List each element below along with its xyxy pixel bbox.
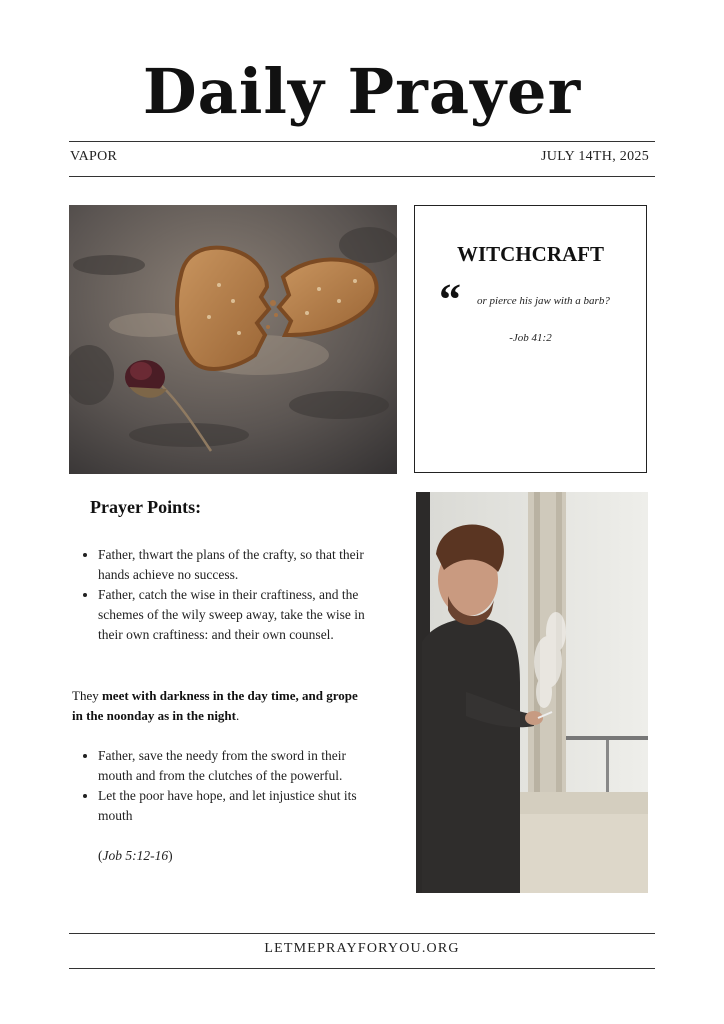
issue-date: JULY 14TH, 2025 <box>541 149 649 164</box>
header-top-rule <box>69 141 655 142</box>
footer-top-rule <box>69 933 655 934</box>
quote-text: or pierce his jaw with a barb? <box>477 295 610 307</box>
footer-bottom-rule <box>69 968 655 969</box>
prayer-point: • Let the poor have hope, and let injustice shut its mouth <box>98 786 380 826</box>
man-window-photo <box>416 492 648 893</box>
paragraph-emphasis: meet with darkness in the day time, and grope in the noonday as in the night <box>72 688 358 723</box>
scripture-quote-box <box>414 205 647 473</box>
header-bottom-rule <box>69 176 655 177</box>
quote-title: WITCHCRAFT <box>456 242 604 266</box>
section-label: VAPOR <box>70 149 118 164</box>
prayer-list-first <box>80 545 380 645</box>
scripture-citation <box>98 848 173 864</box>
citation-close: ) <box>168 848 173 863</box>
citation-text: Job 5:12-16 <box>102 848 169 863</box>
footer-website[interactable]: LETMEPRAYFORYOU.ORG <box>264 941 460 956</box>
paragraph-end: . <box>236 708 240 723</box>
scripture-paragraph <box>72 686 362 726</box>
quote-reference: -Job 41:2 <box>509 332 552 344</box>
prayer-list-second <box>80 746 380 826</box>
prayer-points-heading: Prayer Points: <box>90 497 202 517</box>
prayer-point: • Father, save the needy from the sword in their mouth and from the clutches of the powerful. <box>98 746 380 786</box>
paragraph-lead: They <box>72 688 102 703</box>
quotation-mark-icon: “ <box>439 275 461 324</box>
masthead-title: Daily Prayer <box>142 55 582 128</box>
prayer-point: • Father, catch the wise in their craftiness, and the schemes of the wily sweep away, take the wise in their own craftiness: and their own counsel. <box>98 585 380 645</box>
citation-open: ( <box>98 848 103 863</box>
prayer-point: • Father, thwart the plans of the crafty, so that their hands achieve no success. <box>98 545 380 585</box>
cookie-photo <box>69 205 397 474</box>
